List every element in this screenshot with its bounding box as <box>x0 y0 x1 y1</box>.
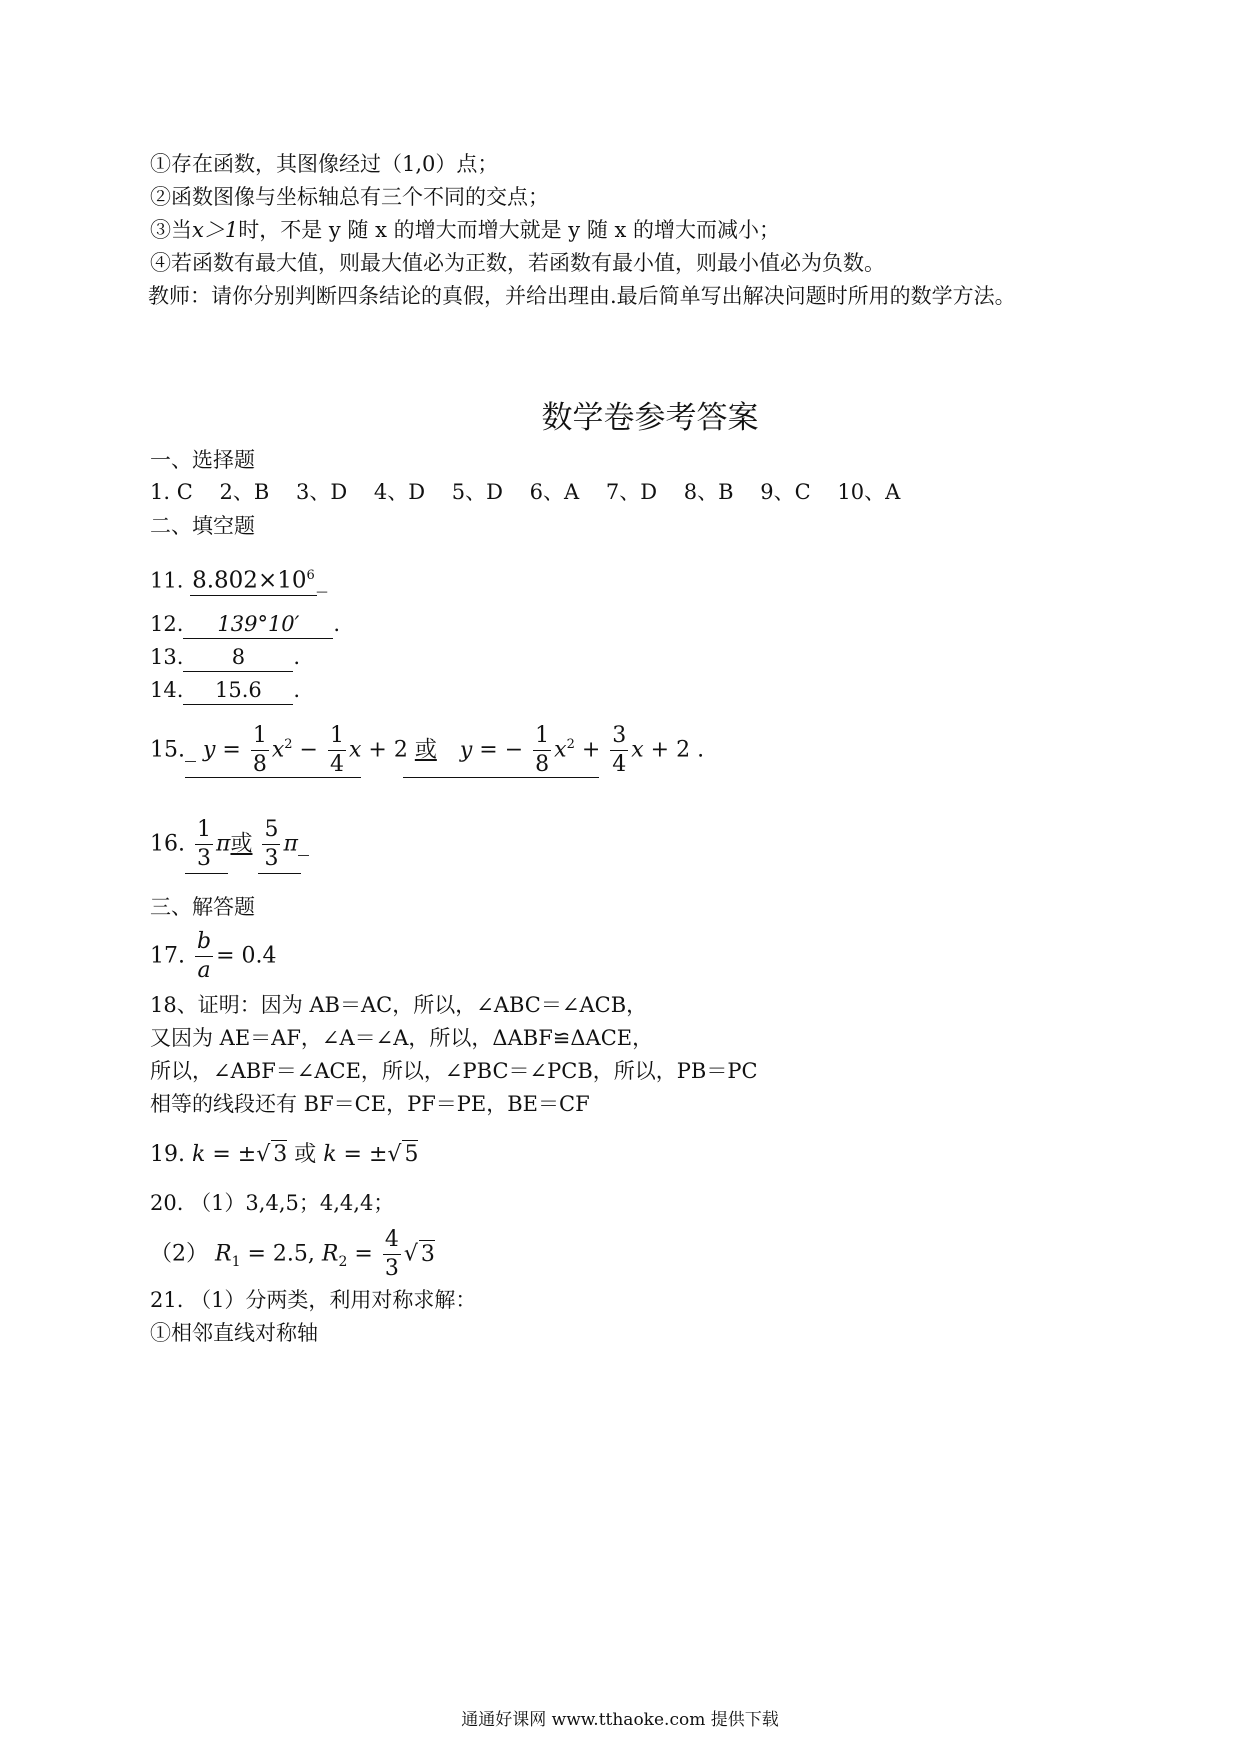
q16-pi: π <box>216 831 231 857</box>
q14-num: 14. <box>150 678 184 702</box>
q19-k1: k = ± <box>192 1142 257 1167</box>
q21-line-2: ①相邻直线对称轴 <box>150 1321 318 1345</box>
section-fill-heading: 二、填空题 <box>150 514 255 538</box>
choice-answer: 8、B <box>683 480 734 504</box>
choice-answer: 5、D <box>451 480 503 504</box>
q20-root: 3 <box>420 1241 435 1267</box>
q19-k2: k = ± <box>323 1142 388 1167</box>
q12: 12. 139°10′ . <box>150 610 340 639</box>
q16-or: 或 <box>230 831 253 857</box>
q14-answer: 15.6 <box>183 676 293 705</box>
item-3-prefix: ③当 <box>150 218 192 242</box>
q11-answer <box>190 562 317 596</box>
q18-line-1: 18、证明：因为 AB＝AC，所以，∠ABC＝∠ACB， <box>150 993 648 1017</box>
q15-formula-1: y <box>203 737 216 763</box>
q15-frac: $\frac{1}{4}$ <box>329 723 344 777</box>
q19-root-1: 3 <box>273 1142 288 1167</box>
q15-underline-1 <box>185 777 361 778</box>
choice-answer: 7、D <box>605 480 658 504</box>
q15-formula-2: y <box>459 737 473 763</box>
choice-answer: 10、A <box>837 480 901 504</box>
q17-frac: $\frac{b}{a}$ <box>197 929 212 983</box>
item-3-cond: x＞1 <box>192 218 239 242</box>
q20-r2-sub: 2 <box>338 1253 348 1270</box>
q20-r1-sub: 1 <box>231 1253 241 1270</box>
page-title: 数学卷参考答案 <box>541 400 759 436</box>
q16-underline-2 <box>258 873 301 874</box>
q15-num: 15. <box>150 737 185 763</box>
q20-r1-value: = 2.5, <box>247 1241 315 1267</box>
q15-frac: $\frac{1}{8}$ <box>535 723 550 777</box>
choice-answer: 3、D <box>295 480 348 504</box>
q20-r2: R <box>321 1241 339 1267</box>
q20-r1: R <box>215 1241 232 1267</box>
q18-line-4: 相等的线段还有 BF＝CE，PF＝PE，BE＝CF <box>150 1092 590 1116</box>
q19-root-2: 5 <box>404 1142 419 1167</box>
q16-frac-2: $\frac{5}{3}$ <box>264 817 279 871</box>
q18-line-3: 所以，∠ABF＝∠ACE，所以，∠PBC＝∠PCB，所以，PB＝PC <box>150 1059 758 1083</box>
choice-answer: 2、B <box>219 480 270 504</box>
q11-exp: 6 <box>306 568 315 583</box>
choice-answer: 1. C <box>150 480 193 504</box>
q20-lead: （2） <box>150 1241 208 1267</box>
q16: 16. $\frac{1}{3}$ π或 $\frac{5}{3}$ π_ <box>150 817 309 871</box>
q16-pi: π <box>283 831 298 857</box>
item-4: ④若函数有最大值，则最大值必为正数，若函数有最小值，则最小值必为负数。 <box>150 251 885 275</box>
q20-part-2: （2） $R_1 = 2.5$, $R_2$ = $\frac{4}{3}$ √ 3 <box>150 1227 435 1281</box>
q15-or: 或 <box>414 737 437 763</box>
teacher-text: 教师：请你分别判断四条结论的真假，并给出理由.最后简单写出解决问题时所用的数学方法。 <box>148 284 1016 308</box>
q18-line-2: 又因为 AE＝AF，∠A＝∠A，所以，ΔABF≌ΔACE， <box>150 1026 654 1050</box>
q17-value: = 0.4 <box>216 943 277 969</box>
q15-frac: $\frac{3}{4}$ <box>612 723 627 777</box>
q13-num: 13. <box>150 645 184 669</box>
q17 <box>150 928 277 985</box>
q13-answer: 8 <box>183 643 293 672</box>
q12-answer: 139°10′ <box>183 610 333 639</box>
q19-or: 或 <box>294 1142 317 1167</box>
q20-part-1: 20. （1）3,4,5；4,4,4； <box>150 1191 395 1215</box>
q16-frac-1: $\frac{1}{3}$ <box>197 817 211 871</box>
item-3 <box>150 216 780 244</box>
q20-frac: $\frac{4}{3}$ <box>384 1227 399 1281</box>
q11-base: 8.802×10 <box>192 567 307 594</box>
q14: 14. 15.6 . <box>150 676 300 705</box>
choice-answers <box>150 478 920 506</box>
q17-num: 17. <box>150 943 185 969</box>
q20-eq: = <box>354 1241 373 1267</box>
item-1: ①存在函数，其图像经过（1,0）点； <box>150 152 499 176</box>
q11: 11. $8.802\times 10^6\_$ <box>150 562 327 596</box>
q15-frac: $\frac{1}{8}$ <box>252 723 267 777</box>
q11-num: 11. <box>150 568 184 593</box>
choice-answer: 6、A <box>529 480 580 504</box>
q12-num: 12. <box>150 612 184 636</box>
q19-num: 19. <box>150 1142 185 1167</box>
q15-underline-2 <box>403 777 599 778</box>
section-solve-heading: 三、解答题 <box>150 895 255 919</box>
item-2: ②函数图像与坐标轴总有三个不同的交点； <box>150 185 549 209</box>
section-choice-heading: 一、选择题 <box>150 448 255 472</box>
q21-line-1: 21. （1）分两类，利用对称求解： <box>150 1288 477 1312</box>
choice-answer: 4、D <box>373 480 426 504</box>
item-3-suffix: 时，不是 y 随 x 的增大而增大就是 y 随 x 的增大而减小； <box>238 218 781 242</box>
q19: 19. k = ±√ 3 或 k = ±√ 5 <box>150 1142 419 1167</box>
q13: 13. 8 . <box>150 643 300 672</box>
choice-answer: 9、C <box>760 480 811 504</box>
footer-credit: 通通好课网 www.tthaoke.com 提供下载 <box>461 1710 779 1730</box>
q16-num: 16. <box>150 831 185 857</box>
q16-underline-1 <box>185 873 228 874</box>
q15: 15._ y = $\frac{1}{8}$ $x^2$ − $\frac{1}{4}$ x + 2 或 y = − $\frac{1}{8}$ $x^2$ + $\frac{3}{4}$ x + 2 . <box>150 723 705 777</box>
